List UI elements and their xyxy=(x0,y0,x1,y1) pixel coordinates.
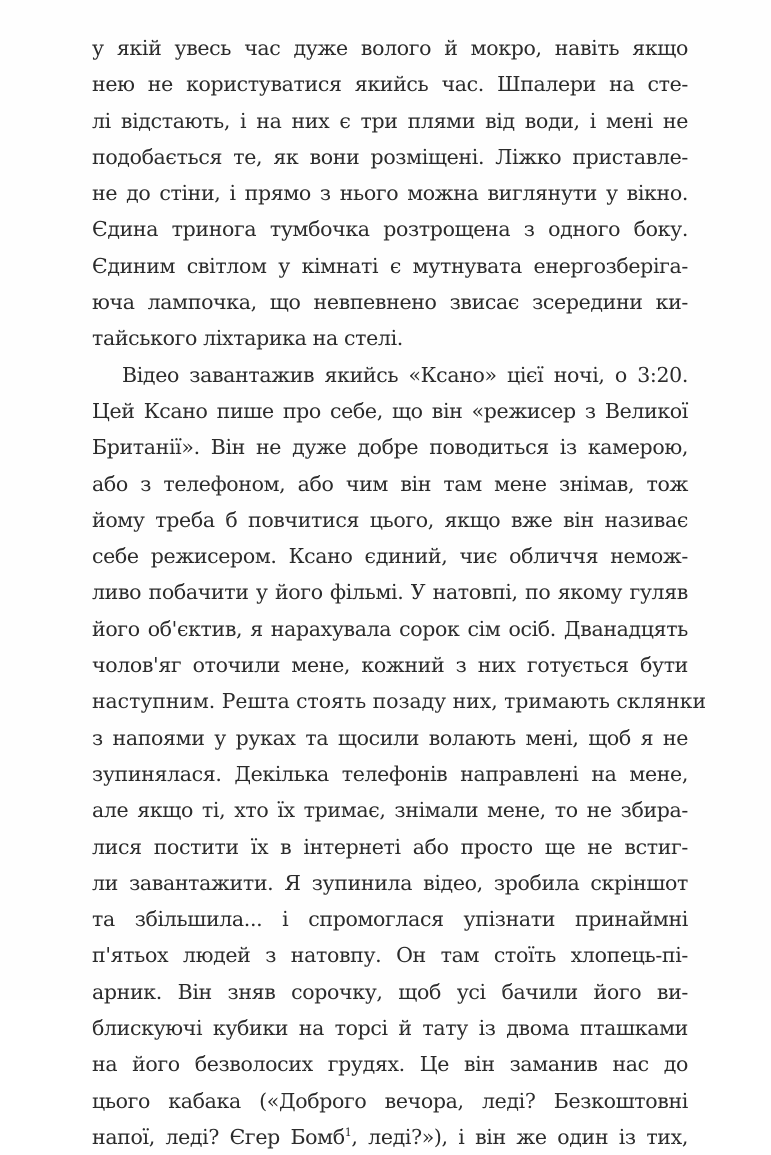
text-line: лися постити їх в інтернеті або просто ще не встиг- xyxy=(92,834,688,859)
text-line: чолов'яг оточили мене, кожний з них готується бути xyxy=(92,653,688,678)
text-line: наступним. Решта стоять позаду них, тримають склянки xyxy=(92,689,707,714)
text-line xyxy=(92,1119,688,1155)
text-line: зупинялася. Декілька телефонів направлені на мене, xyxy=(92,761,688,786)
text-line: але якщо ті, хто їх тримає, знімали мене, то не збира- xyxy=(92,798,688,823)
text-line: та збільшила... і спромоглася упізнати принаймні xyxy=(92,907,688,932)
text-line: Єдиним світлом у кімнаті є мутнувата енергозберіга- xyxy=(92,253,688,278)
paragraph xyxy=(92,30,688,357)
text-line: арник. Він зняв сорочку, щоб усі бачили його ви- xyxy=(92,979,688,1004)
text-line: ли завантажити. Я зупинила відео, зробила скріншот xyxy=(92,870,688,895)
text-line: лі відстають, і на них є три плями від води, і мені не xyxy=(92,108,688,133)
text-line: з напоями у руках та щосили волають мені, щоб я не xyxy=(92,725,688,750)
text-line: блискуючі кубики на торсі й тату із двома пташками xyxy=(92,1016,688,1041)
text-line: або з телефоном, або чим він там мене знімав, тож xyxy=(92,471,688,496)
footnote-marker: 1 xyxy=(344,1126,352,1140)
text-line: нею не користуватися якийсь час. Шпалери на сте- xyxy=(92,72,688,97)
text-line: ливо побачити у його фільмі. У натовпі, по якому гуляв xyxy=(92,580,688,605)
text-line: п'ятьох людей з натовпу. Он там стоїть хлопець-пі- xyxy=(92,943,688,968)
text-line: подобається те, як вони розміщені. Ліжко приставле- xyxy=(92,144,688,169)
text-line: його об'єктив, я нарахувала сорок сім осіб. Дванадцять xyxy=(92,616,688,641)
text-line: себе режисером. Ксано єдиний, чиє обличчя немож- xyxy=(92,544,688,569)
text-line: не до стіни, і прямо з нього можна виглянути у вікно. xyxy=(92,181,688,206)
text-line: у якій увесь час дуже волого й мокро, навіть якщо xyxy=(92,36,688,60)
text-segment: напої, леді? Єгер Бомб xyxy=(92,1124,345,1149)
text-line: цього кабака («Доброго вечора, леді? Безкоштовні xyxy=(92,1088,688,1113)
text-line: Цей Ксано пише про себе, що він «режисер з Великої xyxy=(92,398,688,423)
text-line: Відео завантажив якийсь «Ксано» цієї ночі, о 3:20. xyxy=(122,362,688,387)
body-text xyxy=(92,30,707,1155)
paragraph xyxy=(92,357,707,1155)
text-line: йому треба б повчитися цього, якщо вже він називає xyxy=(92,507,688,532)
text-line: Єдина триногa тумбочка розтрощена з одного боку. xyxy=(92,217,688,242)
text-line: на його безволосих грудях. Це він заманив нас до xyxy=(92,1052,688,1077)
text-line: юча лампочка, що невпевнено звисає зсередини ки- xyxy=(92,290,688,315)
text-line: тайського ліхтарика на стелі. xyxy=(92,326,403,351)
text-line: Британії». Він не дуже добре поводиться із камерою, xyxy=(92,435,688,460)
text-segment: , леді?»), і він же один із тих, xyxy=(351,1124,689,1149)
